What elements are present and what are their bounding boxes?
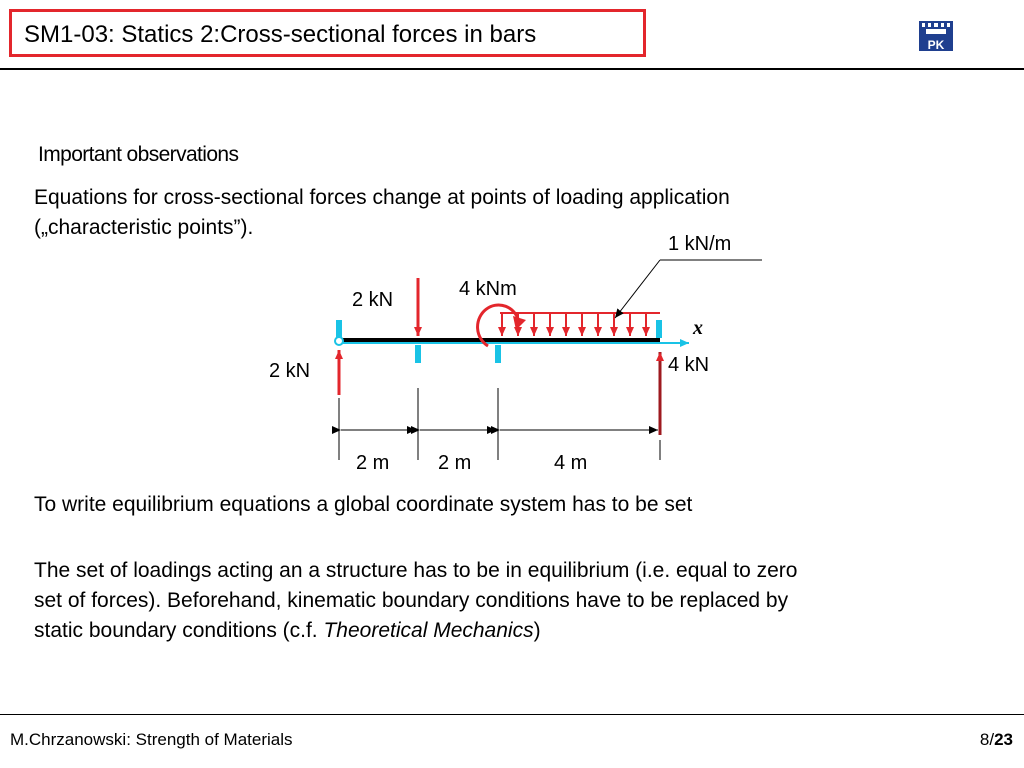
- point-load-label: 2 kN: [352, 289, 394, 311]
- moment-label: 4 kNm: [459, 278, 517, 300]
- point-marker-c: [495, 345, 501, 363]
- dimension-label-3: 4 m: [554, 452, 588, 474]
- paragraph-coordinate-system: To write equilibrium equations a global coordinate system has to be set: [34, 493, 693, 516]
- footer-divider: [0, 714, 1024, 715]
- paragraph-text: ): [533, 619, 541, 642]
- point-marker-b: [415, 345, 421, 363]
- slide-title: SM1-03: Statics 2:Cross-sectional forces in bars: [24, 21, 537, 48]
- moment-arrowhead: [513, 316, 526, 330]
- paragraph-equilibrium: [34, 556, 797, 646]
- paragraph-line: Equations for cross-sectional forces change at points of loading application: [34, 186, 730, 209]
- left-reaction-label: 2 kN: [269, 360, 311, 382]
- origin-marker: [335, 337, 343, 345]
- point-marker-a: [336, 320, 342, 338]
- reference-title: Theoretical Mechanics: [323, 619, 534, 642]
- page-total: 23: [994, 730, 1013, 749]
- page-number: [980, 730, 1013, 750]
- paragraph-line: [34, 616, 797, 646]
- footer-author: M.Chrzanowski: Strength of Materials: [10, 730, 293, 749]
- paragraph-text: static boundary conditions (c.f.: [34, 619, 324, 642]
- dimension-label-2: 2 m: [438, 452, 472, 474]
- paragraph-line: The set of loadings acting an a structure has to be in equilibrium (i.e. equal to zero: [34, 559, 798, 582]
- paragraph-line: („characteristic points”).: [34, 216, 254, 239]
- distributed-load-arrows: [502, 313, 646, 336]
- distributed-load-label: 1 kN/m: [668, 233, 732, 255]
- right-reaction-label: 4 kN: [668, 354, 710, 376]
- point-marker-d: [656, 320, 662, 338]
- x-axis-label: x: [693, 317, 703, 339]
- leader-line-arrow: [615, 260, 660, 318]
- paragraph-line: set of forces). Beforehand, kinematic boundary conditions have to be replaced by: [34, 589, 789, 612]
- section-heading: Important observations: [38, 143, 239, 166]
- page-current: 8/: [979, 730, 995, 749]
- dimension-label-1: 2 m: [356, 452, 390, 474]
- logo-text: PK: [927, 38, 945, 52]
